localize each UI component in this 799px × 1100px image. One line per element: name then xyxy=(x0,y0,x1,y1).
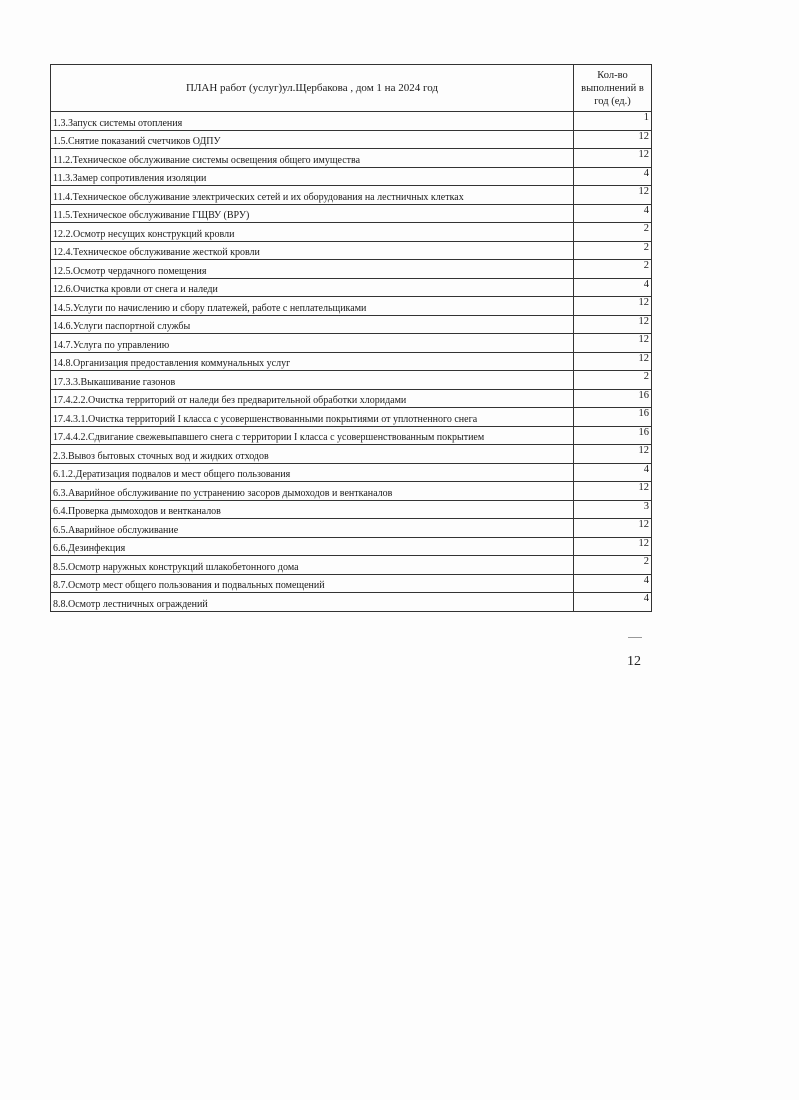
table-row xyxy=(51,482,652,501)
table-header-row xyxy=(51,65,652,112)
table-row xyxy=(51,445,652,464)
table-row xyxy=(51,500,652,519)
work-name-cell: 12.6.Очистка кровли от снега и наледи xyxy=(51,278,574,297)
scan-mark xyxy=(628,637,642,638)
work-name-cell: 17.4.3.1.Очистка территорий I класса с усовершенствованными покрытиями от уплотненного снега xyxy=(51,408,574,427)
work-name-cell: 6.3.Аварийное обслуживание по устранению засоров дымоходов и вентканалов xyxy=(51,482,574,501)
work-name-cell: 6.1.2.Дератизация подвалов и мест общего пользования xyxy=(51,463,574,482)
table-row xyxy=(51,426,652,445)
qty-cell: 4 xyxy=(574,204,652,223)
qty-cell: 4 xyxy=(574,593,652,612)
qty-cell: 2 xyxy=(574,556,652,575)
qty-cell: 2 xyxy=(574,241,652,260)
table-row xyxy=(51,167,652,186)
work-name-cell: 14.7.Услуга по управлению xyxy=(51,334,574,353)
table-row xyxy=(51,352,652,371)
work-name-cell: 14.6.Услуги паспортной службы xyxy=(51,315,574,334)
work-name-cell: 12.4.Техническое обслуживание жесткой кровли xyxy=(51,241,574,260)
table-row xyxy=(51,130,652,149)
table-row xyxy=(51,408,652,427)
qty-cell: 1 xyxy=(574,112,652,131)
qty-cell: 4 xyxy=(574,574,652,593)
qty-cell: 4 xyxy=(574,278,652,297)
qty-cell: 12 xyxy=(574,130,652,149)
work-name-cell: 8.7.Осмотр мест общего пользования и подвальных помещений xyxy=(51,574,574,593)
work-name-cell: 11.5.Техническое обслуживание ГЩВУ (ВРУ) xyxy=(51,204,574,223)
table-row xyxy=(51,556,652,575)
qty-cell: 4 xyxy=(574,167,652,186)
qty-cell: 16 xyxy=(574,389,652,408)
table-row xyxy=(51,112,652,131)
qty-cell: 12 xyxy=(574,537,652,556)
qty-cell: 2 xyxy=(574,223,652,242)
work-name-cell: 8.8.Осмотр лестничных ограждений xyxy=(51,593,574,612)
qty-cell: 12 xyxy=(574,315,652,334)
qty-cell: 12 xyxy=(574,149,652,168)
work-name-cell: 17.4.4.2.Сдвигание свежевыпавшего снега с территории I класса с усовершенствованным покрытием xyxy=(51,426,574,445)
qty-cell: 16 xyxy=(574,408,652,427)
qty-cell: 2 xyxy=(574,260,652,279)
work-name-cell: 1.3.Запуск системы отопления xyxy=(51,112,574,131)
qty-cell: 16 xyxy=(574,426,652,445)
table-row xyxy=(51,260,652,279)
work-name-cell: 11.4.Техническое обслуживание электрических сетей и их оборудования на лестничных клетках xyxy=(51,186,574,205)
qty-cell: 12 xyxy=(574,482,652,501)
work-name-cell: 12.5.Осмотр чердачного помещения xyxy=(51,260,574,279)
table-row xyxy=(51,315,652,334)
qty-cell: 2 xyxy=(574,371,652,390)
page-number: 12 xyxy=(627,654,641,669)
work-name-cell: 6.6.Дезинфекция xyxy=(51,537,574,556)
table-row xyxy=(51,593,652,612)
qty-cell: 12 xyxy=(574,297,652,316)
plan-table-body xyxy=(51,112,652,612)
work-name-cell: 14.5.Услуги по начислению и сбору платежей, работе с неплательщиками xyxy=(51,297,574,316)
work-name-cell: 11.3.Замер сопротивления изоляции xyxy=(51,167,574,186)
plan-title: ПЛАН работ (услуг)ул.Щербакова , дом 1 на 2024 год xyxy=(51,65,574,112)
qty-cell: 12 xyxy=(574,186,652,205)
plan-table xyxy=(50,64,652,612)
table-row xyxy=(51,204,652,223)
table-row xyxy=(51,519,652,538)
table-row xyxy=(51,389,652,408)
table-row xyxy=(51,537,652,556)
work-name-cell: 17.3.3.Выкашивание газонов xyxy=(51,371,574,390)
table-row xyxy=(51,278,652,297)
work-name-cell: 11.2.Техническое обслуживание системы освещения общего имущества xyxy=(51,149,574,168)
work-name-cell: 17.4.2.2.Очистка территорий от наледи без предварительной обработки хлоридами xyxy=(51,389,574,408)
table-row xyxy=(51,463,652,482)
work-name-cell: 6.4.Проверка дымоходов и вентканалов xyxy=(51,500,574,519)
work-name-cell: 12.2.Осмотр несущих конструкций кровли xyxy=(51,223,574,242)
table-row xyxy=(51,223,652,242)
work-name-cell: 6.5.Аварийное обслуживание xyxy=(51,519,574,538)
qty-cell: 12 xyxy=(574,519,652,538)
qty-cell: 12 xyxy=(574,334,652,353)
table-row xyxy=(51,574,652,593)
qty-cell: 12 xyxy=(574,445,652,464)
work-name-cell: 8.5.Осмотр наружных конструкций шлакобетонного дома xyxy=(51,556,574,575)
qty-cell: 4 xyxy=(574,463,652,482)
work-name-cell: 2.3.Вывоз бытовых сточных вод и жидких отходов xyxy=(51,445,574,464)
table-row xyxy=(51,149,652,168)
qty-column-header: Кол-во выполнений в год (ед.) xyxy=(574,65,652,112)
table-row xyxy=(51,371,652,390)
work-name-cell: 1.5.Снятие показаний счетчиков ОДПУ xyxy=(51,130,574,149)
table-row xyxy=(51,186,652,205)
work-name-cell: 14.8.Организация предоставления коммунальных услуг xyxy=(51,352,574,371)
qty-cell: 3 xyxy=(574,500,652,519)
table-row xyxy=(51,241,652,260)
table-row xyxy=(51,334,652,353)
qty-cell: 12 xyxy=(574,352,652,371)
table-row xyxy=(51,297,652,316)
